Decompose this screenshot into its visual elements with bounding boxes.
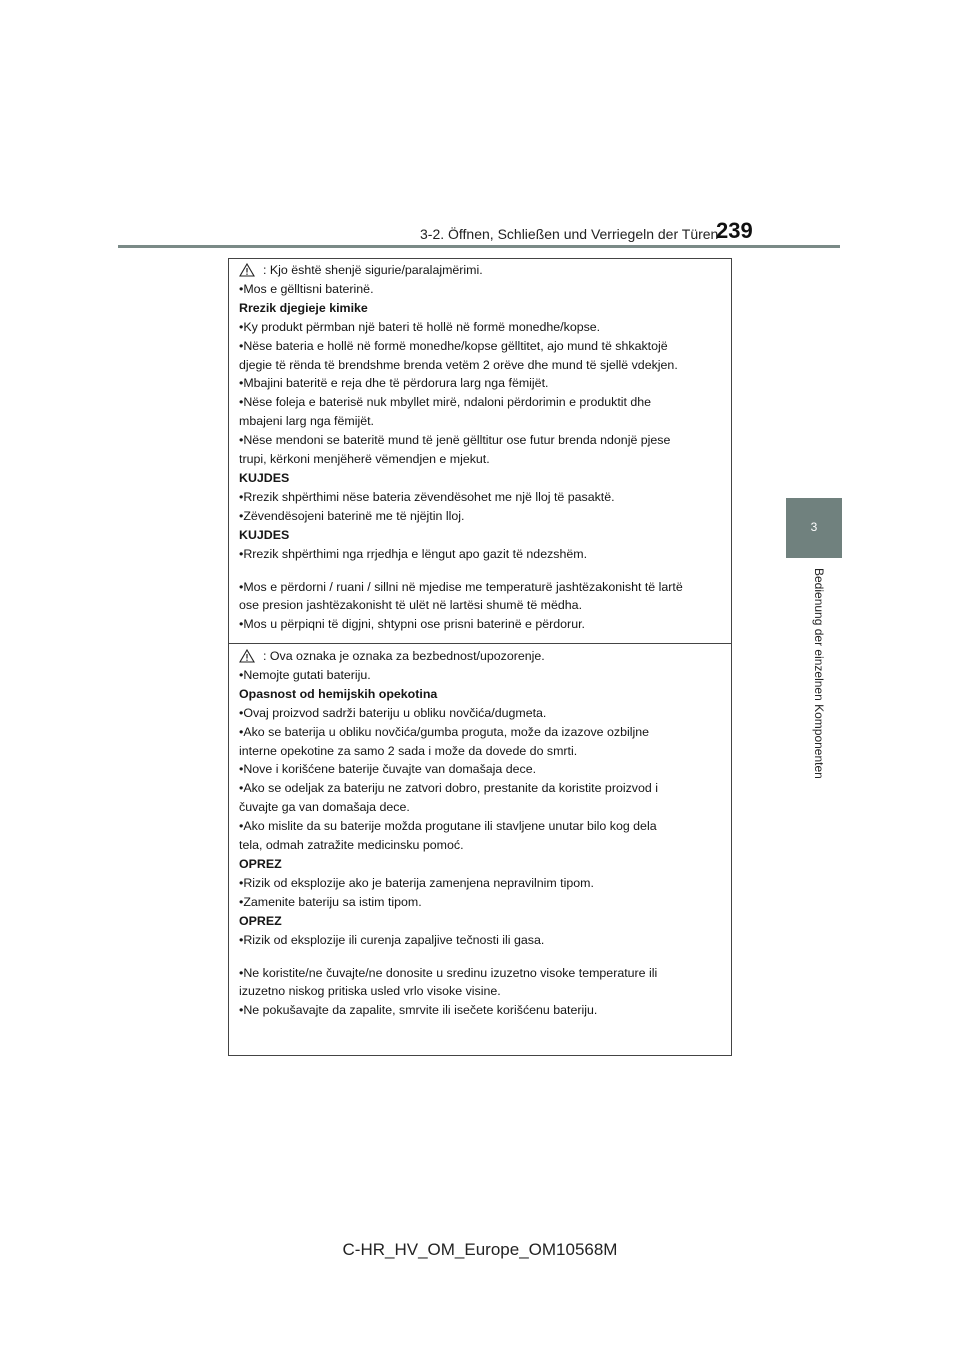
text-line: djegie të rënda të brendshme brenda vetëm 2 orëve dhe mund të sjellë vdekjen. [239, 357, 678, 372]
page-number: 239 [716, 218, 753, 243]
text-line: •Ky produkt përmban një bateri të hollë në formë monedhe/kopse. [239, 319, 601, 334]
warning-heading [239, 261, 721, 280]
serbian-warning-block [229, 645, 731, 1055]
text-line: •Nemojte gutati bateriju. [239, 667, 371, 682]
text-line: čuvajte ga van domašaja dece. [239, 800, 410, 815]
text-line: •Zëvendësojeni baterinë me të njëjtin lloj. [239, 508, 465, 523]
section-heading: Rrezik djegieje kimike [239, 300, 368, 315]
text-line: •Nëse foleja e baterisë nuk mbyllet mirë, ndaloni përdorimin e produktit dhe [239, 395, 652, 410]
text-line: •Rizik od eksplozije ako je baterija zamenjena nepravilnim tipom. [239, 875, 594, 890]
scanned-warning-notice [228, 258, 732, 1056]
chapter-tab-number: 3 [810, 520, 818, 534]
text-line: •Zamenite bateriju sa istim tipom. [239, 894, 422, 909]
text-line: •Ako se baterija u obliku novčića/gumba proguta, može da izazove ozbiljne [239, 724, 650, 739]
caution-heading: KUJDES [239, 527, 290, 542]
text-line: •Rrezik shpërthimi nga rrjedhja e lëngut apo gazit të ndezshëm. [239, 546, 588, 561]
caution-heading: OPREZ [239, 913, 282, 928]
text-line: ose presion jashtëzakonisht të ulët në lartësi shumë të mëdha. [239, 598, 583, 613]
warning-heading-text: : Ova oznaka je oznaka za bezbednost/upozorenje. [263, 649, 545, 663]
text-line: tela, odmah zatražite medicinsku pomoć. [239, 838, 464, 853]
text-line: •Ako mislite da su baterije možda progutane ili stavljene unutar bilo kog dela [239, 819, 657, 834]
text-line: •Ne pokušavajte da zapalite, smrvite ili isečete korišćenu bateriju. [239, 1003, 598, 1018]
text-line: •Mos e përdorni / ruani / sillni në mjedise me temperaturë jashtëzakonisht të lartë [239, 579, 683, 594]
warning-heading-text: : Kjo është shenjë sigurie/paralajmërimi. [263, 263, 483, 277]
text-line: •Nove i korišćene baterije čuvajte van domašaja dece. [239, 762, 537, 777]
text-line: trupi, kërkoni menjëherë vëmendjen e mjekut. [239, 452, 490, 467]
text-line: mbajeni larg nga fëmijët. [239, 414, 374, 429]
text-line: •Ako se odeljak za bateriju ne zatvori dobro, prestanite da koristite proizvod i [239, 781, 658, 796]
document-code: C-HR_HV_OM_Europe_OM10568M [342, 1240, 618, 1259]
text-line: •Ovaj proizvod sadrži bateriju u obliku novčića/dugmeta. [239, 705, 547, 720]
caution-heading: KUJDES [239, 470, 290, 485]
text-line: •Mbajini bateritë e reja dhe të përdorura larg nga fëmijët. [239, 376, 549, 391]
text-line: •Mos e gëlltisni baterinë. [239, 281, 374, 296]
chapter-side-label: Bedienung der einzelnen Komponenten [812, 568, 826, 779]
chapter-title: 3-2. Öffnen, Schließen und Verriegeln der Türen [420, 226, 719, 242]
warning-triangle-icon [239, 263, 255, 277]
text-line: •Nëse bateria e hollë në formë monedhe/kopse gëlltitet, ajo mund të shkaktojë [239, 338, 668, 353]
text-line: •Rrezik shpërthimi nëse bateria zëvendësohet me një lloj të pasaktë. [239, 489, 615, 504]
albanian-warning-block [229, 259, 731, 644]
text-line: •Ne koristite/ne čuvajte/ne donosite u sredinu izuzetno visoke temperature ili [239, 965, 658, 980]
header-divider [118, 245, 840, 248]
text-line: •Rizik od eksplozije ili curenja zapaljive tečnosti ili gasa. [239, 932, 545, 947]
text-line: •Mos u përpiqni të digjni, shtypni ose prisni baterinë e përdorur. [239, 617, 585, 632]
warning-triangle-icon [239, 649, 255, 663]
text-line: •Nëse mendoni se bateritë mund të jenë gëlltitur ose futur brenda ndonjë pjese [239, 433, 671, 448]
section-heading: Opasnost od hemijskih opekotina [239, 686, 438, 701]
text-line: interne opekotine za samo 2 sada i može da dovede do smrti. [239, 743, 578, 758]
caution-heading: OPREZ [239, 856, 282, 871]
warning-heading [239, 647, 721, 666]
chapter-tab [786, 498, 842, 558]
text-line: izuzetno niskog pritiska usled vrlo visoke visine. [239, 984, 501, 999]
